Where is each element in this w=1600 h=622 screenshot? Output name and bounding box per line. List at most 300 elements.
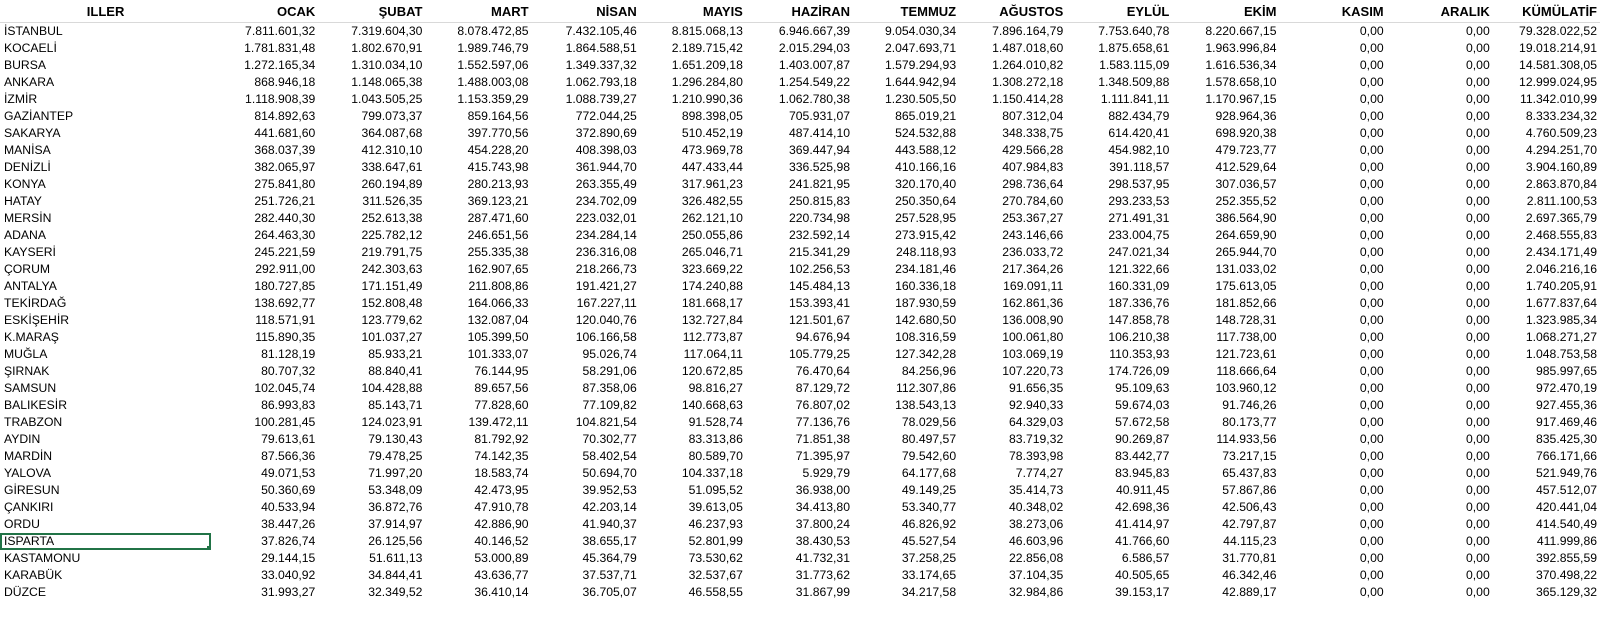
value-cell[interactable]: 265.046,71 xyxy=(681,245,743,259)
value-cell[interactable]: 265.944,70 xyxy=(1215,245,1277,259)
value-cell[interactable]: 372.890,69 xyxy=(575,126,637,140)
value-cell[interactable]: 420.441,04 xyxy=(1536,500,1597,514)
value-cell[interactable]: 83.719,32 xyxy=(1009,432,1064,446)
value-cell[interactable]: 147.858,78 xyxy=(1108,313,1170,327)
value-cell[interactable]: 0,00 xyxy=(1466,109,1490,123)
value-cell[interactable]: 42.698,36 xyxy=(1115,500,1170,514)
value-cell[interactable]: 76.807,02 xyxy=(795,398,850,412)
value-cell[interactable]: 264.463,30 xyxy=(254,228,316,242)
value-cell[interactable]: 0,00 xyxy=(1359,398,1384,412)
value-cell[interactable]: 0,00 xyxy=(1359,279,1384,293)
value-cell[interactable]: 0,00 xyxy=(1359,347,1384,361)
value-cell[interactable]: 162.861,36 xyxy=(1002,296,1064,310)
value-cell[interactable]: 38.430,53 xyxy=(795,534,850,548)
value-cell[interactable]: 148.728,31 xyxy=(1215,313,1277,327)
value-cell[interactable]: 0,00 xyxy=(1466,279,1490,293)
value-cell[interactable]: 132.087,04 xyxy=(467,313,529,327)
value-cell[interactable]: 370.498,22 xyxy=(1536,568,1597,582)
province-cell[interactable]: DÜZCE xyxy=(4,585,46,599)
value-cell[interactable]: 71.851,38 xyxy=(795,432,850,446)
value-cell[interactable]: 487.414,10 xyxy=(789,126,850,140)
value-cell[interactable]: 53.000,89 xyxy=(474,551,529,565)
value-cell[interactable]: 73.530,62 xyxy=(688,551,743,565)
value-cell[interactable]: 365.129,32 xyxy=(1536,585,1597,599)
value-cell[interactable]: 89.657,56 xyxy=(474,381,529,395)
value-cell[interactable]: 88.840,41 xyxy=(368,364,423,378)
province-cell[interactable]: ANTALYA xyxy=(4,279,57,293)
value-cell[interactable]: 1.802.670,91 xyxy=(351,41,423,55)
value-cell[interactable]: 326.482,55 xyxy=(681,194,743,208)
value-cell[interactable]: 191.421,27 xyxy=(575,279,637,293)
value-cell[interactable]: 262.121,10 xyxy=(681,211,743,225)
value-cell[interactable]: 264.659,90 xyxy=(1215,228,1277,242)
value-cell[interactable]: 263.355,49 xyxy=(575,177,637,191)
value-cell[interactable]: 0,00 xyxy=(1466,211,1490,225)
value-cell[interactable]: 0,00 xyxy=(1359,58,1384,72)
value-cell[interactable]: 1.210.990,36 xyxy=(671,92,743,106)
value-cell[interactable]: 251.726,21 xyxy=(254,194,316,208)
value-cell[interactable]: 1.487.018,60 xyxy=(992,41,1064,55)
value-cell[interactable]: 0,00 xyxy=(1466,313,1490,327)
value-cell[interactable]: 234.702,09 xyxy=(575,194,637,208)
value-cell[interactable]: 0,00 xyxy=(1359,585,1384,599)
value-cell[interactable]: 42.886,90 xyxy=(474,517,529,531)
value-cell[interactable]: 46.558,55 xyxy=(688,585,743,599)
value-cell[interactable]: 766.171,66 xyxy=(1536,449,1597,463)
value-cell[interactable]: 105.399,50 xyxy=(467,330,529,344)
value-cell[interactable]: 338.647,61 xyxy=(361,160,423,174)
value-cell[interactable]: 152.808,48 xyxy=(361,296,423,310)
province-cell[interactable]: BALIKESİR xyxy=(4,398,67,412)
value-cell[interactable]: 112.773,87 xyxy=(682,330,743,344)
value-cell[interactable]: 412.310,10 xyxy=(361,143,423,157)
value-cell[interactable]: 0,00 xyxy=(1359,517,1384,531)
value-cell[interactable]: 49.149,25 xyxy=(901,483,957,497)
value-cell[interactable]: 132.727,84 xyxy=(681,313,743,327)
value-cell[interactable]: 414.540,49 xyxy=(1536,517,1597,531)
value-cell[interactable]: 57.672,58 xyxy=(1115,415,1170,429)
province-cell[interactable]: ISPARTA xyxy=(0,533,211,550)
value-cell[interactable]: 1.963.996,84 xyxy=(1205,41,1277,55)
value-cell[interactable]: 79.328.022,52 xyxy=(1519,24,1597,38)
province-cell[interactable]: ORDU xyxy=(4,517,40,531)
value-cell[interactable]: 95.026,74 xyxy=(582,347,637,361)
value-cell[interactable]: 454.982,10 xyxy=(1108,143,1170,157)
value-cell[interactable]: 814.892,63 xyxy=(254,109,316,123)
value-cell[interactable]: 118.571,91 xyxy=(255,313,316,327)
value-cell[interactable]: 0,00 xyxy=(1359,432,1384,446)
value-cell[interactable]: 41.766,60 xyxy=(1115,534,1170,548)
value-cell[interactable]: 0,00 xyxy=(1466,58,1490,72)
value-cell[interactable]: 0,00 xyxy=(1359,364,1384,378)
province-cell[interactable]: KARABÜK xyxy=(4,568,63,582)
value-cell[interactable]: 917.469,46 xyxy=(1536,415,1597,429)
value-cell[interactable]: 2.434.171,49 xyxy=(1525,245,1597,259)
value-cell[interactable]: 1.989.746,79 xyxy=(457,41,529,55)
value-cell[interactable]: 53.340,77 xyxy=(901,500,957,514)
value-cell[interactable]: 78.393,98 xyxy=(1009,449,1064,463)
value-cell[interactable]: 41.940,37 xyxy=(582,517,637,531)
value-cell[interactable]: 972.470,19 xyxy=(1536,381,1597,395)
value-cell[interactable]: 250.055,86 xyxy=(681,228,743,242)
value-cell[interactable]: 160.331,09 xyxy=(1108,279,1170,293)
value-cell[interactable]: 123.779,62 xyxy=(361,313,423,327)
value-cell[interactable]: 153.393,41 xyxy=(789,296,850,310)
value-cell[interactable]: 100.281,45 xyxy=(254,415,316,429)
value-cell[interactable]: 0,00 xyxy=(1466,330,1490,344)
value-cell[interactable]: 38.655,17 xyxy=(582,534,637,548)
value-cell[interactable]: 40.348,02 xyxy=(1009,500,1064,514)
province-cell[interactable]: TRABZON xyxy=(4,415,63,429)
province-cell[interactable]: SAMSUN xyxy=(4,381,57,395)
value-cell[interactable]: 7.774,27 xyxy=(1015,466,1064,480)
value-cell[interactable]: 174.240,88 xyxy=(681,279,743,293)
province-cell[interactable]: İSTANBUL xyxy=(4,24,63,38)
province-cell[interactable]: İZMİR xyxy=(4,92,38,106)
value-cell[interactable]: 225.782,12 xyxy=(361,228,423,242)
value-cell[interactable]: 142.680,50 xyxy=(895,313,957,327)
value-cell[interactable]: 71.395,97 xyxy=(795,449,850,463)
value-cell[interactable]: 524.532,88 xyxy=(895,126,957,140)
value-cell[interactable]: 260.194,89 xyxy=(361,177,423,191)
value-cell[interactable]: 415.743,98 xyxy=(467,160,529,174)
value-cell[interactable]: 1.150.414,28 xyxy=(992,92,1064,106)
value-cell[interactable]: 985.997,65 xyxy=(1536,364,1597,378)
value-cell[interactable]: 31.773,62 xyxy=(795,568,850,582)
value-cell[interactable]: 705.931,07 xyxy=(789,109,850,123)
value-cell[interactable]: 1.651.209,18 xyxy=(671,58,743,72)
value-cell[interactable]: 1.579.294,93 xyxy=(884,58,957,72)
value-cell[interactable]: 614.420,41 xyxy=(1108,126,1170,140)
value-cell[interactable]: 127.342,28 xyxy=(895,347,957,361)
value-cell[interactable]: 0,00 xyxy=(1466,517,1490,531)
value-cell[interactable]: 87.566,36 xyxy=(261,449,316,463)
value-cell[interactable]: 121.501,67 xyxy=(789,313,850,327)
value-cell[interactable]: 1.230.505,50 xyxy=(884,92,957,106)
value-cell[interactable]: 255.335,38 xyxy=(467,245,529,259)
value-cell[interactable]: 311.526,35 xyxy=(362,194,423,208)
value-cell[interactable]: 361.944,70 xyxy=(575,160,637,174)
value-cell[interactable]: 391.118,57 xyxy=(1109,160,1170,174)
value-cell[interactable]: 59.674,03 xyxy=(1115,398,1170,412)
value-cell[interactable]: 11.342.010,99 xyxy=(1519,92,1597,106)
value-cell[interactable]: 174.726,09 xyxy=(1108,364,1170,378)
value-cell[interactable]: 37.826,74 xyxy=(261,534,316,548)
value-cell[interactable]: 835.425,30 xyxy=(1536,432,1597,446)
value-cell[interactable]: 250.815,83 xyxy=(789,194,850,208)
value-cell[interactable]: 0,00 xyxy=(1359,75,1384,89)
value-cell[interactable]: 51.095,52 xyxy=(688,483,743,497)
value-cell[interactable]: 36.410,14 xyxy=(474,585,529,599)
value-cell[interactable]: 293.233,53 xyxy=(1108,194,1170,208)
value-cell[interactable]: 38.447,26 xyxy=(261,517,316,531)
value-cell[interactable]: 139.472,11 xyxy=(468,415,529,429)
value-cell[interactable]: 91.656,35 xyxy=(1009,381,1064,395)
value-cell[interactable]: 252.613,38 xyxy=(361,211,423,225)
value-cell[interactable]: 4.760.509,23 xyxy=(1525,126,1597,140)
value-cell[interactable]: 76.144,95 xyxy=(474,364,529,378)
value-cell[interactable]: 57.867,86 xyxy=(1222,483,1277,497)
value-cell[interactable]: 0,00 xyxy=(1466,466,1490,480)
value-cell[interactable]: 0,00 xyxy=(1359,313,1384,327)
value-cell[interactable]: 167.227,11 xyxy=(576,296,637,310)
value-cell[interactable]: 443.588,12 xyxy=(895,143,957,157)
value-cell[interactable]: 81.792,92 xyxy=(474,432,529,446)
value-cell[interactable]: 37.800,24 xyxy=(795,517,850,531)
value-cell[interactable]: 40.505,65 xyxy=(1115,568,1170,582)
province-cell[interactable]: GAZİANTEP xyxy=(4,109,74,123)
value-cell[interactable]: 79.542,60 xyxy=(901,449,957,463)
value-cell[interactable]: 0,00 xyxy=(1466,177,1490,191)
value-cell[interactable]: 0,00 xyxy=(1359,126,1384,140)
value-cell[interactable]: 79.613,61 xyxy=(261,432,316,446)
value-cell[interactable]: 392.855,59 xyxy=(1536,551,1597,565)
value-cell[interactable]: 8.220.667,15 xyxy=(1205,24,1277,38)
value-cell[interactable]: 275.841,80 xyxy=(254,177,316,191)
value-cell[interactable]: 8.815.068,13 xyxy=(671,24,743,38)
value-cell[interactable]: 1.348.509,88 xyxy=(1098,75,1170,89)
value-cell[interactable]: 1.488.003,08 xyxy=(457,75,529,89)
province-cell[interactable]: MERSİN xyxy=(4,211,52,225)
value-cell[interactable]: 8.078.472,85 xyxy=(457,24,529,38)
value-cell[interactable]: 0,00 xyxy=(1359,262,1384,276)
value-cell[interactable]: 175.613,05 xyxy=(1215,279,1277,293)
value-cell[interactable]: 1.740.205,91 xyxy=(1525,279,1597,293)
value-cell[interactable]: 8.333.234,32 xyxy=(1525,109,1597,123)
value-cell[interactable]: 91.528,74 xyxy=(688,415,743,429)
value-cell[interactable]: 47.910,78 xyxy=(474,500,529,514)
value-cell[interactable]: 104.337,18 xyxy=(681,466,743,480)
value-cell[interactable]: 73.217,15 xyxy=(1222,449,1277,463)
value-cell[interactable]: 241.821,95 xyxy=(789,177,850,191)
value-cell[interactable]: 0,00 xyxy=(1359,177,1384,191)
value-cell[interactable]: 29.144,15 xyxy=(261,551,316,565)
province-cell[interactable]: ÇANKIRI xyxy=(4,500,54,514)
value-cell[interactable]: 0,00 xyxy=(1359,330,1384,344)
value-cell[interactable]: 868.946,18 xyxy=(254,75,316,89)
value-cell[interactable]: 0,00 xyxy=(1359,466,1384,480)
value-cell[interactable]: 1.118.908,39 xyxy=(245,92,316,106)
value-cell[interactable]: 64.329,03 xyxy=(1009,415,1064,429)
header-cell-aralik[interactable]: ARALIK xyxy=(1387,0,1493,23)
value-cell[interactable]: 115.890,35 xyxy=(255,330,316,344)
header-cell-ekim[interactable]: EKİM xyxy=(1172,0,1279,23)
value-cell[interactable]: 0,00 xyxy=(1466,347,1490,361)
value-cell[interactable]: 510.452,19 xyxy=(681,126,743,140)
value-cell[interactable]: 187.930,59 xyxy=(895,296,957,310)
value-cell[interactable]: 412.529,64 xyxy=(1215,160,1277,174)
value-cell[interactable]: 118.666,64 xyxy=(1216,364,1277,378)
province-cell[interactable]: AYDIN xyxy=(4,432,41,446)
value-cell[interactable]: 36.705,07 xyxy=(582,585,637,599)
value-cell[interactable]: 457.512,07 xyxy=(1536,483,1597,497)
value-cell[interactable]: 91.746,26 xyxy=(1222,398,1277,412)
value-cell[interactable]: 234.181,46 xyxy=(895,262,957,276)
value-cell[interactable]: 0,00 xyxy=(1466,381,1490,395)
value-cell[interactable]: 1.864.588,51 xyxy=(565,41,637,55)
value-cell[interactable]: 3.904.160,89 xyxy=(1525,160,1597,174)
value-cell[interactable]: 14.581.308,05 xyxy=(1519,58,1597,72)
value-cell[interactable]: 103.960,12 xyxy=(1215,381,1277,395)
value-cell[interactable]: 0,00 xyxy=(1466,449,1490,463)
value-cell[interactable]: 0,00 xyxy=(1359,160,1384,174)
value-cell[interactable]: 187.336,76 xyxy=(1108,296,1170,310)
value-cell[interactable]: 1.644.942,94 xyxy=(884,75,957,89)
value-cell[interactable]: 31.993,27 xyxy=(261,585,316,599)
header-cell-kumulatif[interactable]: KÜMÜLATİF xyxy=(1493,0,1600,23)
value-cell[interactable]: 42.889,17 xyxy=(1222,585,1277,599)
value-cell[interactable]: 6.586,57 xyxy=(1121,551,1170,565)
value-cell[interactable]: 215.341,29 xyxy=(789,245,850,259)
value-cell[interactable]: 1.153.359,29 xyxy=(457,92,529,106)
province-cell[interactable]: ANKARA xyxy=(4,75,55,89)
value-cell[interactable]: 5.929,79 xyxy=(802,466,850,480)
value-cell[interactable]: 0,00 xyxy=(1466,126,1490,140)
header-cell-haziran[interactable]: HAZİRAN xyxy=(746,0,853,23)
value-cell[interactable]: 236.316,08 xyxy=(575,245,637,259)
value-cell[interactable]: 0,00 xyxy=(1359,483,1384,497)
value-cell[interactable]: 0,00 xyxy=(1359,500,1384,514)
value-cell[interactable]: 698.920,38 xyxy=(1215,126,1277,140)
value-cell[interactable]: 246.651,56 xyxy=(467,228,529,242)
value-cell[interactable]: 317.961,23 xyxy=(681,177,743,191)
value-cell[interactable]: 2.046.216,16 xyxy=(1525,262,1597,276)
value-cell[interactable]: 140.668,63 xyxy=(681,398,743,412)
value-cell[interactable]: 43.636,77 xyxy=(474,568,529,582)
value-cell[interactable]: 120.672,85 xyxy=(681,364,743,378)
value-cell[interactable]: 386.564,90 xyxy=(1215,211,1277,225)
value-cell[interactable]: 51.611,13 xyxy=(369,551,423,565)
value-cell[interactable]: 270.784,60 xyxy=(1002,194,1064,208)
value-cell[interactable]: 479.723,77 xyxy=(1215,143,1277,157)
value-cell[interactable]: 271.491,31 xyxy=(1108,211,1170,225)
value-cell[interactable]: 46.826,92 xyxy=(901,517,957,531)
value-cell[interactable]: 772.044,25 xyxy=(575,109,637,123)
value-cell[interactable]: 83.945,83 xyxy=(1115,466,1170,480)
value-cell[interactable]: 84.256,96 xyxy=(901,364,957,378)
value-cell[interactable]: 368.037,39 xyxy=(254,143,316,157)
value-cell[interactable]: 859.164,56 xyxy=(467,109,529,123)
province-cell[interactable]: ADANA xyxy=(4,228,46,242)
value-cell[interactable]: 94.676,94 xyxy=(795,330,850,344)
value-cell[interactable]: 39.613,05 xyxy=(688,500,743,514)
value-cell[interactable]: 0,00 xyxy=(1466,160,1490,174)
value-cell[interactable]: 0,00 xyxy=(1359,143,1384,157)
value-cell[interactable]: 0,00 xyxy=(1359,194,1384,208)
value-cell[interactable]: 42.473,95 xyxy=(474,483,529,497)
value-cell[interactable]: 77.109,82 xyxy=(582,398,637,412)
province-cell[interactable]: KOCAELİ xyxy=(4,41,57,55)
value-cell[interactable]: 50.694,70 xyxy=(582,466,637,480)
value-cell[interactable]: 37.537,71 xyxy=(582,568,637,582)
value-cell[interactable]: 18.583,74 xyxy=(474,466,529,480)
value-cell[interactable]: 32.537,67 xyxy=(688,568,743,582)
value-cell[interactable]: 0,00 xyxy=(1466,296,1490,310)
value-cell[interactable]: 103.069,19 xyxy=(1002,347,1064,361)
value-cell[interactable]: 83.442,77 xyxy=(1115,449,1170,463)
value-cell[interactable]: 0,00 xyxy=(1466,143,1490,157)
value-cell[interactable]: 882.434,79 xyxy=(1108,109,1170,123)
value-cell[interactable]: 87.129,72 xyxy=(795,381,850,395)
value-cell[interactable]: 273.915,42 xyxy=(895,228,957,242)
value-cell[interactable]: 292.911,00 xyxy=(255,262,316,276)
value-cell[interactable]: 211.808,86 xyxy=(468,279,529,293)
value-cell[interactable]: 42.203,14 xyxy=(582,500,637,514)
value-cell[interactable]: 1.323.985,34 xyxy=(1525,313,1597,327)
value-cell[interactable]: 6.946.667,39 xyxy=(778,24,850,38)
value-cell[interactable]: 34.413,80 xyxy=(795,500,850,514)
value-cell[interactable]: 242.303,63 xyxy=(361,262,423,276)
value-cell[interactable]: 1.068.271,27 xyxy=(1525,330,1597,344)
value-cell[interactable]: 34.844,41 xyxy=(368,568,423,582)
province-cell[interactable]: K.MARAŞ xyxy=(4,330,59,344)
value-cell[interactable]: 248.118,93 xyxy=(896,245,957,259)
value-cell[interactable]: 110.353,93 xyxy=(1109,347,1170,361)
value-cell[interactable]: 1.043.505,25 xyxy=(351,92,423,106)
value-cell[interactable]: 102.045,74 xyxy=(254,381,316,395)
value-cell[interactable]: 0,00 xyxy=(1466,364,1490,378)
value-cell[interactable]: 1.264.010,82 xyxy=(992,58,1064,72)
value-cell[interactable]: 217.364,26 xyxy=(1002,262,1064,276)
value-cell[interactable]: 7.896.164,79 xyxy=(992,24,1064,38)
value-cell[interactable]: 77.828,60 xyxy=(474,398,529,412)
value-cell[interactable]: 298.736,64 xyxy=(1002,177,1064,191)
value-cell[interactable]: 1.088.739,27 xyxy=(565,92,637,106)
value-cell[interactable]: 181.852,66 xyxy=(1215,296,1277,310)
value-cell[interactable]: 131.033,02 xyxy=(1215,262,1277,276)
value-cell[interactable]: 80.497,57 xyxy=(901,432,957,446)
value-cell[interactable]: 36.872,76 xyxy=(368,500,423,514)
value-cell[interactable]: 44.115,23 xyxy=(1223,534,1277,548)
value-cell[interactable]: 101.333,07 xyxy=(467,347,529,361)
value-cell[interactable]: 104.821,54 xyxy=(575,415,637,429)
value-cell[interactable]: 80.707,32 xyxy=(261,364,316,378)
value-cell[interactable]: 336.525,98 xyxy=(789,160,850,174)
value-cell[interactable]: 112.307,86 xyxy=(896,381,957,395)
province-cell[interactable]: KONYA xyxy=(4,177,46,191)
province-cell[interactable]: DENİZLİ xyxy=(4,160,51,174)
value-cell[interactable]: 90.269,87 xyxy=(1115,432,1170,446)
value-cell[interactable]: 92.940,33 xyxy=(1009,398,1064,412)
value-cell[interactable]: 31.867,99 xyxy=(795,585,850,599)
value-cell[interactable]: 0,00 xyxy=(1466,483,1490,497)
value-cell[interactable]: 0,00 xyxy=(1359,24,1384,38)
value-cell[interactable]: 136.008,90 xyxy=(1002,313,1064,327)
value-cell[interactable]: 58.402,54 xyxy=(582,449,637,463)
value-cell[interactable]: 233.004,75 xyxy=(1108,228,1170,242)
header-cell-iller[interactable]: ILLER xyxy=(0,0,211,23)
value-cell[interactable]: 1.148.065,38 xyxy=(351,75,423,89)
value-cell[interactable]: 102.256,53 xyxy=(789,262,850,276)
value-cell[interactable]: 0,00 xyxy=(1466,551,1490,565)
value-cell[interactable]: 98.816,27 xyxy=(688,381,743,395)
value-cell[interactable]: 441.681,60 xyxy=(254,126,316,140)
value-cell[interactable]: 83.313,86 xyxy=(688,432,743,446)
value-cell[interactable]: 39.952,53 xyxy=(582,483,637,497)
value-cell[interactable]: 0,00 xyxy=(1466,568,1490,582)
value-cell[interactable]: 369.123,21 xyxy=(467,194,529,208)
value-cell[interactable]: 0,00 xyxy=(1359,381,1384,395)
value-cell[interactable]: 0,00 xyxy=(1466,228,1490,242)
value-cell[interactable]: 411.999,86 xyxy=(1536,534,1597,548)
value-cell[interactable]: 1.349.337,32 xyxy=(565,58,637,72)
value-cell[interactable]: 243.146,66 xyxy=(1002,228,1064,242)
value-cell[interactable]: 298.537,95 xyxy=(1108,177,1170,191)
header-cell-mart[interactable]: MART xyxy=(425,0,531,23)
value-cell[interactable]: 898.398,05 xyxy=(681,109,743,123)
value-cell[interactable]: 1.310.034,10 xyxy=(351,58,423,72)
value-cell[interactable]: 31.770,81 xyxy=(1222,551,1277,565)
